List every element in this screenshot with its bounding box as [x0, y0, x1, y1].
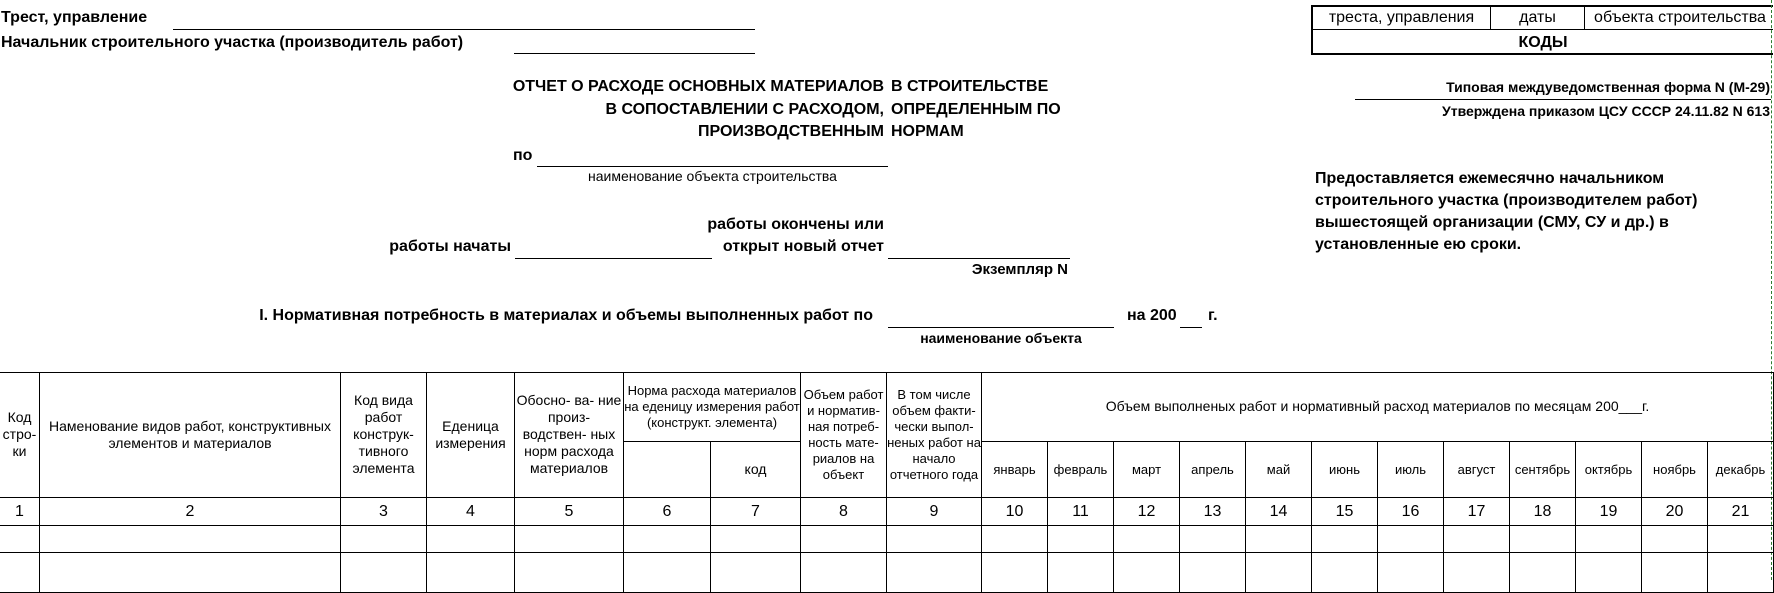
column-number: 13 — [1180, 498, 1246, 526]
column-number: 1 — [0, 498, 40, 526]
header-unit-text: Еденица измерения — [435, 417, 506, 451]
header-actual-volume-text: В том числе объем факти- чески выпол- неных работ на начало отчетного года — [887, 386, 981, 482]
title-line1-left: ОТЧЕТ О РАСХОДЕ ОСНОВНЫХ МАТЕРИАЛОВ — [512, 78, 884, 95]
work-started-field[interactable] — [515, 258, 712, 259]
table-cell[interactable] — [1708, 553, 1774, 593]
header-work-name-text: Наменование видов работ, конструктивных элементов и материалов — [49, 417, 331, 451]
table-cell[interactable] — [1576, 526, 1642, 553]
table-cell[interactable] — [982, 553, 1048, 593]
header-month: апрель — [1180, 442, 1246, 498]
header-norm-basis-text: Обосно- ва- ние произ- водствен- ных норм расхода материалов — [516, 392, 622, 476]
new-report-field[interactable] — [888, 258, 1070, 259]
table-cell[interactable] — [515, 526, 624, 553]
section-object-caption: наименование объекта — [920, 330, 1082, 346]
table-cell[interactable] — [1576, 553, 1642, 593]
column-number: 4 — [427, 498, 515, 526]
header-monthly — [982, 372, 1774, 442]
table-cell[interactable] — [427, 553, 515, 593]
materials-table — [0, 372, 1774, 582]
approval-text: Утверждена приказом ЦСУ СССР 24.11.82 N 613 — [1442, 103, 1770, 119]
table-cell[interactable] — [1114, 526, 1180, 553]
table-cell[interactable] — [624, 526, 711, 553]
table-cell[interactable] — [1246, 553, 1312, 593]
header-norm-rate-value — [624, 442, 711, 498]
table-cell[interactable] — [515, 553, 624, 593]
column-number: 9 — [887, 498, 982, 526]
table-cell[interactable] — [40, 526, 341, 553]
header-row-code-text: Код стро- ки — [2, 409, 37, 459]
header-month: ноябрь — [1642, 442, 1708, 498]
notice-line2: строительного участка (производителем работ) — [1315, 192, 1698, 209]
header-norm-rate — [624, 372, 801, 442]
title-line1-right: В СТРОИТЕЛЬСТВЕ — [891, 78, 1049, 95]
header-month: июнь — [1312, 442, 1378, 498]
table-cell[interactable] — [341, 553, 427, 593]
trust-field-line[interactable] — [173, 29, 755, 30]
table-cell[interactable] — [1048, 553, 1114, 593]
section-title: I. Нормативная потребность в материалах и объемы выполненных работ по — [259, 307, 873, 324]
table-cell[interactable] — [1510, 526, 1576, 553]
column-number: 10 — [982, 498, 1048, 526]
notice-line1: Предоставляется ежемесячно начальником — [1315, 170, 1665, 187]
header-monthly-text: Объем выполненых работ и нормативный расход материалов по месяцам 200___г. — [1105, 398, 1650, 414]
table-cell[interactable] — [1444, 553, 1510, 593]
form-divider — [1355, 99, 1771, 100]
table-cell[interactable] — [1642, 526, 1708, 553]
title-line2-right: ОПРЕДЕЛЕННЫМ ПО — [891, 101, 1061, 118]
work-started-label: работы начаты — [389, 238, 511, 255]
table-cell[interactable] — [0, 526, 40, 553]
header-unit — [427, 372, 515, 498]
header-actual-volume — [887, 372, 982, 498]
header-norm-rate-code — [711, 442, 801, 498]
section-year-label: на 200 — [1127, 307, 1177, 324]
codes-label: КОДЫ — [1313, 29, 1773, 56]
table-cell[interactable] — [0, 553, 40, 593]
codes-trust-column: треста, управления — [1313, 7, 1491, 29]
codes-box — [1311, 5, 1773, 55]
column-number: 18 — [1510, 498, 1576, 526]
table-cell[interactable] — [1642, 553, 1708, 593]
trust-label: Трест, управление — [1, 9, 148, 26]
column-number: 19 — [1576, 498, 1642, 526]
table-cell[interactable] — [427, 526, 515, 553]
header-month: август — [1444, 442, 1510, 498]
column-number: 8 — [801, 498, 887, 526]
table-cell[interactable] — [1312, 526, 1378, 553]
column-number: 17 — [1444, 498, 1510, 526]
section-year-suffix: г. — [1208, 307, 1218, 324]
codes-date-column: даты — [1491, 7, 1585, 29]
table-cell[interactable] — [1180, 526, 1246, 553]
work-finished-label: работы окончены или — [707, 216, 884, 233]
table-cell[interactable] — [1510, 553, 1576, 593]
table-cell[interactable] — [801, 553, 887, 593]
table-cell[interactable] — [887, 553, 982, 593]
header-work-type-code-text: Код вида работ конструк- тивного элемента — [352, 392, 415, 476]
chief-label: Начальник строительного участка (производитель работ) — [1, 34, 464, 51]
header-month: март — [1114, 442, 1180, 498]
column-number: 11 — [1048, 498, 1114, 526]
header-work-name — [40, 372, 341, 498]
po-label: по — [513, 147, 533, 164]
chief-field-line[interactable] — [514, 53, 755, 54]
column-number: 20 — [1642, 498, 1708, 526]
table-cell[interactable] — [1708, 526, 1774, 553]
table-cell[interactable] — [1378, 553, 1444, 593]
title-line3-right: НОРМАМ — [891, 123, 964, 140]
notice-line3: вышестоящей организации (СМУ, СУ и др.) в — [1315, 214, 1669, 231]
header-work-type-code — [341, 372, 427, 498]
column-number: 21 — [1708, 498, 1774, 526]
title-line2-left: В СОПОСТАВЛЕНИИ С РАСХОДОМ, — [605, 101, 884, 118]
table-cell[interactable] — [887, 526, 982, 553]
column-number: 2 — [40, 498, 341, 526]
notice-line4: установленные ею сроки. — [1315, 236, 1522, 253]
table-cell[interactable] — [711, 526, 801, 553]
header-norm-rate-text: Норма расхода материалов на еденицу измерения работ (конструкт. элемента) — [624, 382, 800, 430]
table-cell[interactable] — [801, 526, 887, 553]
table-cell[interactable] — [1180, 553, 1246, 593]
section-object-field[interactable] — [888, 327, 1114, 328]
table-cell[interactable] — [1114, 553, 1180, 593]
object-name-caption: наименование объекта строительства — [588, 168, 837, 184]
column-number: 15 — [1312, 498, 1378, 526]
table-cell[interactable] — [1444, 526, 1510, 553]
table-cell[interactable] — [1312, 553, 1378, 593]
column-number: 6 — [624, 498, 711, 526]
table-cell[interactable] — [1246, 526, 1312, 553]
table-cell[interactable] — [624, 553, 711, 593]
header-norm-rate-code-text: код — [744, 461, 767, 477]
section-year-field[interactable] — [1180, 327, 1202, 328]
copy-number-label: Экземпляр N — [971, 261, 1068, 278]
header-volume-need — [801, 372, 887, 498]
header-month: декабрь — [1708, 442, 1774, 498]
new-report-label: открыт новый отчет — [722, 238, 884, 255]
object-name-line[interactable] — [537, 166, 888, 167]
header-volume-need-text: Объем работ и норматив- ная потреб- ность мате- риалов на объект — [803, 386, 884, 482]
column-number: 16 — [1378, 498, 1444, 526]
column-number: 7 — [711, 498, 801, 526]
column-number: 3 — [341, 498, 427, 526]
table-cell[interactable] — [341, 526, 427, 553]
table-cell[interactable] — [40, 553, 341, 593]
header-month: январь — [982, 442, 1048, 498]
table-cell[interactable] — [1378, 526, 1444, 553]
header-month: сентябрь — [1510, 442, 1576, 498]
header-row-code — [0, 372, 40, 498]
header-norm-basis — [515, 372, 624, 498]
column-number: 5 — [515, 498, 624, 526]
header-month: июль — [1378, 442, 1444, 498]
header-month: февраль — [1048, 442, 1114, 498]
column-number: 12 — [1114, 498, 1180, 526]
column-number: 14 — [1246, 498, 1312, 526]
codes-object-column: объекта строительства — [1594, 9, 1766, 26]
table-cell[interactable] — [1048, 526, 1114, 553]
table-cell[interactable] — [982, 526, 1048, 553]
header-month: май — [1246, 442, 1312, 498]
header-month: октябрь — [1576, 442, 1642, 498]
form-type: Типовая междуведомственная форма N (М-29) — [1446, 79, 1770, 95]
table-cell[interactable] — [711, 553, 801, 593]
title-line3-left: ПРОИЗВОДСТВЕННЫМ — [698, 123, 884, 140]
